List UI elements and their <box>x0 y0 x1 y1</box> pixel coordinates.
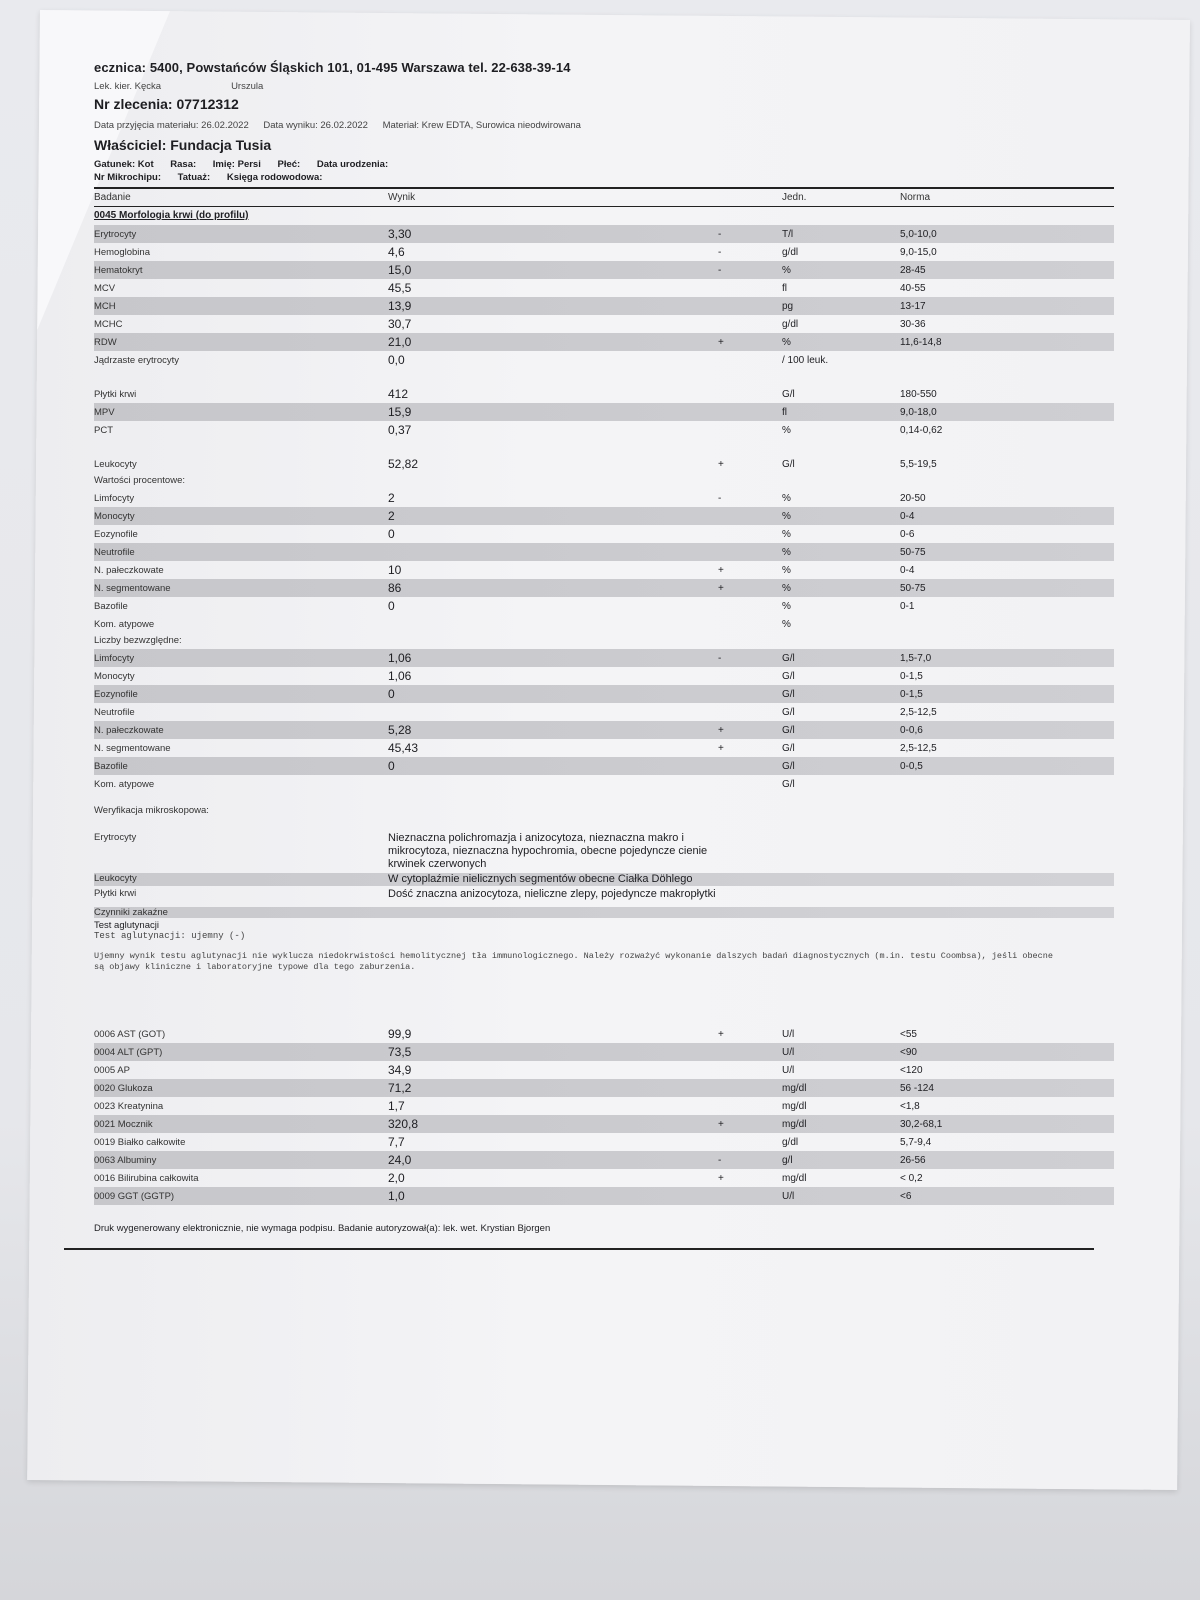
table-header <box>94 187 1114 207</box>
test-norm: 11,6-14,8 <box>900 336 942 348</box>
test-name: PCT <box>94 424 113 436</box>
test-unit: % <box>782 528 791 540</box>
test-norm: 0,14-0,62 <box>900 424 943 436</box>
micro-row <box>94 873 1114 886</box>
test-norm: <6 <box>900 1190 912 1202</box>
test-norm: 30,2-68,1 <box>900 1118 943 1130</box>
test-norm: 40-55 <box>900 282 926 294</box>
result-row <box>94 421 1114 439</box>
test-norm: <55 <box>900 1028 917 1040</box>
result-row <box>94 351 1114 369</box>
test-unit: G/l <box>782 706 795 718</box>
test-name: Jądrzaste erytrocyty <box>94 354 179 366</box>
test-value: 0 <box>388 527 395 541</box>
platelets-table <box>94 385 1114 439</box>
result-row <box>94 739 1114 757</box>
result-row <box>94 315 1114 333</box>
date-result: Data wyniku: 26.02.2022 <box>263 120 368 131</box>
test-unit: G/l <box>782 742 795 754</box>
test-value: 0 <box>388 687 395 701</box>
test-name: Bazofile <box>94 600 128 612</box>
test-name: 0016 Bilirubina całkowita <box>94 1172 199 1184</box>
result-row <box>94 757 1114 775</box>
test-name: MPV <box>94 406 115 418</box>
infectious-row <box>94 907 1114 918</box>
result-row <box>94 525 1114 543</box>
test-norm: 0-4 <box>900 564 915 576</box>
test-name: 0006 AST (GOT) <box>94 1028 166 1040</box>
test-unit: G/l <box>782 652 795 664</box>
test-name: 0023 Kreatynina <box>94 1100 164 1112</box>
footer-text: Druk wygenerowany elektronicznie, nie wymaga podpisu. Badanie autoryzował(a): lek. wet. Krystian Bjorgen <box>94 1223 551 1234</box>
test-name: Hemoglobina <box>94 246 150 258</box>
test-name: MCH <box>94 300 116 312</box>
test-value: 71,2 <box>388 1081 412 1095</box>
manager-name: Urszula <box>231 81 264 92</box>
test-unit: G/l <box>782 778 795 790</box>
result-row <box>94 1025 1114 1043</box>
result-row <box>94 385 1114 403</box>
result-row <box>94 243 1114 261</box>
test-unit: G/l <box>782 760 795 772</box>
test-unit: % <box>782 510 791 522</box>
test-unit: mg/dl <box>782 1082 807 1094</box>
test-name: Eozynofile <box>94 528 138 540</box>
abnormal-flag: + <box>718 1172 724 1184</box>
result-row <box>94 1043 1114 1061</box>
test-unit: g/l <box>782 1154 793 1166</box>
percent-label: Wartości procentowe: <box>94 475 185 486</box>
abnormal-flag: + <box>718 724 724 736</box>
test-norm: 0-1 <box>900 600 915 612</box>
pedigree: Księga rodowodowa: <box>226 172 323 183</box>
test-value: 0 <box>388 599 395 613</box>
test-value: 0,0 <box>388 353 405 367</box>
test-name: N. segmentowane <box>94 582 171 594</box>
test-unit: fl <box>782 406 787 418</box>
result-row <box>94 1061 1114 1079</box>
dates-line <box>94 120 1114 131</box>
bleed-through-line <box>80 1480 1180 1506</box>
micro-row <box>94 888 1114 901</box>
result-row <box>94 543 1114 561</box>
test-unit: % <box>782 600 791 612</box>
animal-name: Imię: Persi <box>212 159 261 170</box>
test-name: N. segmentowane <box>94 742 171 754</box>
animal-line-1 <box>94 159 1114 170</box>
micro-row <box>94 832 1114 871</box>
test-unit: % <box>782 264 791 276</box>
agglutination-label: Test aglutynacji <box>94 920 159 931</box>
result-row <box>94 279 1114 297</box>
test-norm: 2,5-12,5 <box>900 742 937 754</box>
test-name: 0005 AP <box>94 1064 130 1076</box>
leukocytes-table <box>94 455 1114 473</box>
test-norm: 2,5-12,5 <box>900 706 937 718</box>
test-unit: % <box>782 424 791 436</box>
result-row <box>94 1115 1114 1133</box>
test-norm: 30-36 <box>900 318 926 330</box>
test-norm: <1,8 <box>900 1100 920 1112</box>
test-norm: 0-1,5 <box>900 670 923 682</box>
abnormal-flag: - <box>718 246 722 258</box>
test-unit: mg/dl <box>782 1172 807 1184</box>
test-unit: T/l <box>782 228 794 240</box>
test-value: 7,7 <box>388 1135 405 1149</box>
material: Materiał: Krew EDTA, Surowica nieodwirowana <box>382 120 581 131</box>
micro-table <box>94 832 1114 901</box>
test-unit: % <box>782 546 791 558</box>
col-test: Badanie <box>94 192 131 203</box>
agglutination-note: Ujemny wynik testu aglutynacji nie wyklucza niedokrwistości hemolitycznej tła immunologicznego. Należy rozważyć wykonanie dalszych badań diagnostycznych (m.in. testu Coombsa), jeśli obecne są objawy kliniczne i laboratoryjne typowe dla tego zaburzenia. <box>94 951 1053 972</box>
percent-table <box>94 489 1114 633</box>
result-row <box>94 489 1114 507</box>
abnormal-flag: + <box>718 742 724 754</box>
test-name: 0019 Białko całkowite <box>94 1136 186 1148</box>
test-unit: % <box>782 492 791 504</box>
spacer <box>94 439 1114 455</box>
test-value: 1,06 <box>388 669 412 683</box>
test-name: Bazofile <box>94 760 128 772</box>
test-norm: <120 <box>900 1064 923 1076</box>
order-number: Nr zlecenia: 07712312 <box>94 96 239 112</box>
section-title: 0045 Morfologia krwi (do profilu) <box>94 210 249 221</box>
test-value: 412 <box>388 387 409 401</box>
test-unit: G/l <box>782 670 795 682</box>
test-value: 3,30 <box>388 227 412 241</box>
test-unit: % <box>782 618 791 630</box>
result-row <box>94 455 1114 473</box>
test-name: Limfocyty <box>94 652 135 664</box>
test-name: Kom. atypowe <box>94 778 155 790</box>
test-value: 24,0 <box>388 1153 412 1167</box>
micro-name: Erytrocyty <box>94 832 137 843</box>
col-result: Wynik <box>388 192 416 203</box>
result-row <box>94 403 1114 421</box>
abnormal-flag: + <box>718 336 724 348</box>
result-row <box>94 1169 1114 1187</box>
test-unit: % <box>782 564 791 576</box>
test-value: 1,7 <box>388 1099 405 1113</box>
test-name: 0021 Mocznik <box>94 1118 153 1130</box>
test-norm: 1,5-7,0 <box>900 652 932 664</box>
test-norm: < 0,2 <box>900 1172 923 1184</box>
test-value: 99,9 <box>388 1027 412 1041</box>
test-name: MCV <box>94 282 116 294</box>
tattoo: Tatuaż: <box>177 172 211 183</box>
test-value: 2 <box>388 509 395 523</box>
abnormal-flag: - <box>718 652 722 664</box>
result-row <box>94 685 1114 703</box>
test-name: Hematokryt <box>94 264 143 276</box>
absolute-table <box>94 649 1114 793</box>
test-value: 10 <box>388 563 402 577</box>
test-unit: U/l <box>782 1190 795 1202</box>
bleed-through-text <box>80 1480 1180 1563</box>
test-value: 52,82 <box>388 457 419 471</box>
test-norm: 50-75 <box>900 582 926 594</box>
micro-name: Płytki krwi <box>94 888 137 899</box>
manager-label: Lek. kier. Kęcka <box>94 81 162 92</box>
micro-description: W cytoplaźmie nielicznych segmentów obecne Ciałka Döhlego <box>388 873 693 885</box>
result-row <box>94 703 1114 721</box>
test-name: N. pałeczkowate <box>94 564 164 576</box>
test-unit: U/l <box>782 1046 795 1058</box>
result-row <box>94 775 1114 793</box>
test-value: 30,7 <box>388 317 412 331</box>
test-value: 2,0 <box>388 1171 405 1185</box>
test-value: 73,5 <box>388 1045 412 1059</box>
test-name: 0020 Glukoza <box>94 1082 153 1094</box>
lab-report <box>94 60 1114 1250</box>
spacer <box>94 369 1114 385</box>
test-value: 45,43 <box>388 741 419 755</box>
test-unit: g/dl <box>782 1136 799 1148</box>
abnormal-flag: - <box>718 492 722 504</box>
micro-description: Dość znaczna anizocytoza, nieliczne zlepy, pojedyncze makropłytki <box>388 888 716 900</box>
test-norm: 5,0-10,0 <box>900 228 937 240</box>
test-name: Monocyty <box>94 510 135 522</box>
test-name: RDW <box>94 336 117 348</box>
micro-name: Leukocyty <box>94 873 137 884</box>
abnormal-flag: + <box>718 1118 724 1130</box>
test-value: 4,6 <box>388 245 405 259</box>
date-received: Data przyjęcia materiału: 26.02.2022 <box>94 120 249 131</box>
test-unit: % <box>782 336 791 348</box>
test-norm: 0-1,5 <box>900 688 923 700</box>
test-value: 21,0 <box>388 335 412 349</box>
test-unit: G/l <box>782 688 795 700</box>
result-row <box>94 597 1114 615</box>
agglutination-result: Test aglutynacji: ujemny (-) <box>94 931 246 941</box>
result-row <box>94 579 1114 597</box>
animal-line-2 <box>94 172 1114 183</box>
test-norm: 20-50 <box>900 492 926 504</box>
result-row <box>94 615 1114 633</box>
breed: Rasa: <box>170 159 197 170</box>
test-value: 1,0 <box>388 1189 405 1203</box>
test-value: 2 <box>388 491 395 505</box>
result-row <box>94 261 1114 279</box>
col-norm: Norma <box>900 192 931 203</box>
test-unit: pg <box>782 300 794 312</box>
test-norm: 0-0,6 <box>900 724 923 736</box>
test-unit: mg/dl <box>782 1118 807 1130</box>
abnormal-flag: - <box>718 228 722 240</box>
test-value: 0,37 <box>388 423 412 437</box>
test-norm: <90 <box>900 1046 917 1058</box>
test-norm: 13-17 <box>900 300 926 312</box>
infectious-label: Czynniki zakaźne <box>94 907 168 918</box>
chip: Nr Mikrochipu: <box>94 172 162 183</box>
result-row <box>94 561 1114 579</box>
test-norm: 28-45 <box>900 264 926 276</box>
test-value: 13,9 <box>388 299 412 313</box>
test-unit: U/l <box>782 1064 795 1076</box>
result-row <box>94 1079 1114 1097</box>
test-name: Monocyty <box>94 670 135 682</box>
test-value: 0 <box>388 759 395 773</box>
test-norm: 0-4 <box>900 510 915 522</box>
bleed-through-line <box>80 1542 1180 1563</box>
micro-description: Nieznaczna polichromazja i anizocytoza, nieznaczna makro i mikrocytoza, nieznaczna hypochromia, obecne pojedyncze cienie krwinek czerwonych <box>388 832 708 870</box>
sex: Płeć: <box>277 159 301 170</box>
test-norm: 50-75 <box>900 546 926 558</box>
test-norm: 56 -124 <box>900 1082 934 1094</box>
test-name: Leukocyty <box>94 458 137 470</box>
test-name: Płytki krwi <box>94 388 137 400</box>
test-value: 86 <box>388 581 402 595</box>
birth-date: Data urodzenia: <box>316 159 389 170</box>
morphology-table <box>94 225 1114 369</box>
manager-line <box>94 81 1114 92</box>
test-norm: 0-6 <box>900 528 915 540</box>
absolute-label: Liczby bezwzględne: <box>94 635 182 646</box>
abnormal-flag: + <box>718 458 724 470</box>
test-name: Erytrocyty <box>94 228 137 240</box>
test-norm: 0-0,5 <box>900 760 923 772</box>
clinic-address: ecznica: 5400, Powstańców Śląskich 101, 01-495 Warszawa tel. 22-638-39-14 <box>94 60 571 75</box>
test-norm: 9,0-15,0 <box>900 246 937 258</box>
test-unit: / 100 leuk. <box>782 354 829 366</box>
test-norm: 26-56 <box>900 1154 926 1166</box>
test-name: N. pałeczkowate <box>94 724 164 736</box>
result-row <box>94 649 1114 667</box>
test-value: 45,5 <box>388 281 412 295</box>
test-name: Neutrofile <box>94 546 135 558</box>
test-name: Kom. atypowe <box>94 618 155 630</box>
test-unit: mg/dl <box>782 1100 807 1112</box>
abnormal-flag: + <box>718 564 724 576</box>
test-value: 15,9 <box>388 405 412 419</box>
test-name: Neutrofile <box>94 706 135 718</box>
test-unit: g/dl <box>782 246 799 258</box>
spacer <box>94 973 1114 1025</box>
abnormal-flag: + <box>718 1028 724 1040</box>
abnormal-flag: + <box>718 582 724 594</box>
test-name: Limfocyty <box>94 492 135 504</box>
test-name: Eozynofile <box>94 688 138 700</box>
test-norm: 9,0-18,0 <box>900 406 937 418</box>
test-unit: G/l <box>782 724 795 736</box>
result-row <box>94 333 1114 351</box>
test-name: 0009 GGT (GGTP) <box>94 1190 175 1202</box>
result-row <box>94 667 1114 685</box>
test-name: 0063 Albuminy <box>94 1154 157 1166</box>
test-unit: G/l <box>782 388 795 400</box>
test-unit: G/l <box>782 458 795 470</box>
col-unit: Jedn. <box>782 192 807 203</box>
test-norm: 180-550 <box>900 388 937 400</box>
abnormal-flag: - <box>718 264 722 276</box>
test-norm: 5,7-9,4 <box>900 1136 932 1148</box>
micro-title: Weryfikacja mikroskopowa: <box>94 805 209 816</box>
result-row <box>94 1133 1114 1151</box>
bottom-rule <box>64 1248 1094 1250</box>
test-unit: % <box>782 582 791 594</box>
result-row <box>94 1097 1114 1115</box>
test-unit: U/l <box>782 1028 795 1040</box>
test-norm: 5,5-19,5 <box>900 458 937 470</box>
owner: Właściciel: Fundacja Tusia <box>94 137 272 153</box>
test-value: 34,9 <box>388 1063 412 1077</box>
result-row <box>94 1151 1114 1169</box>
result-row <box>94 721 1114 739</box>
test-unit: fl <box>782 282 787 294</box>
abnormal-flag: - <box>718 1154 722 1166</box>
test-value: 320,8 <box>388 1117 419 1131</box>
test-value: 5,28 <box>388 723 412 737</box>
test-name: 0004 ALT (GPT) <box>94 1046 163 1058</box>
test-value: 1,06 <box>388 651 412 665</box>
result-row <box>94 297 1114 315</box>
result-row <box>94 507 1114 525</box>
test-unit: g/dl <box>782 318 799 330</box>
result-row <box>94 225 1114 243</box>
species: Gatunek: Kot <box>94 159 154 170</box>
test-name: MCHC <box>94 318 123 330</box>
result-row <box>94 1187 1114 1205</box>
biochemistry-table <box>94 1025 1114 1205</box>
test-value: 15,0 <box>388 263 412 277</box>
